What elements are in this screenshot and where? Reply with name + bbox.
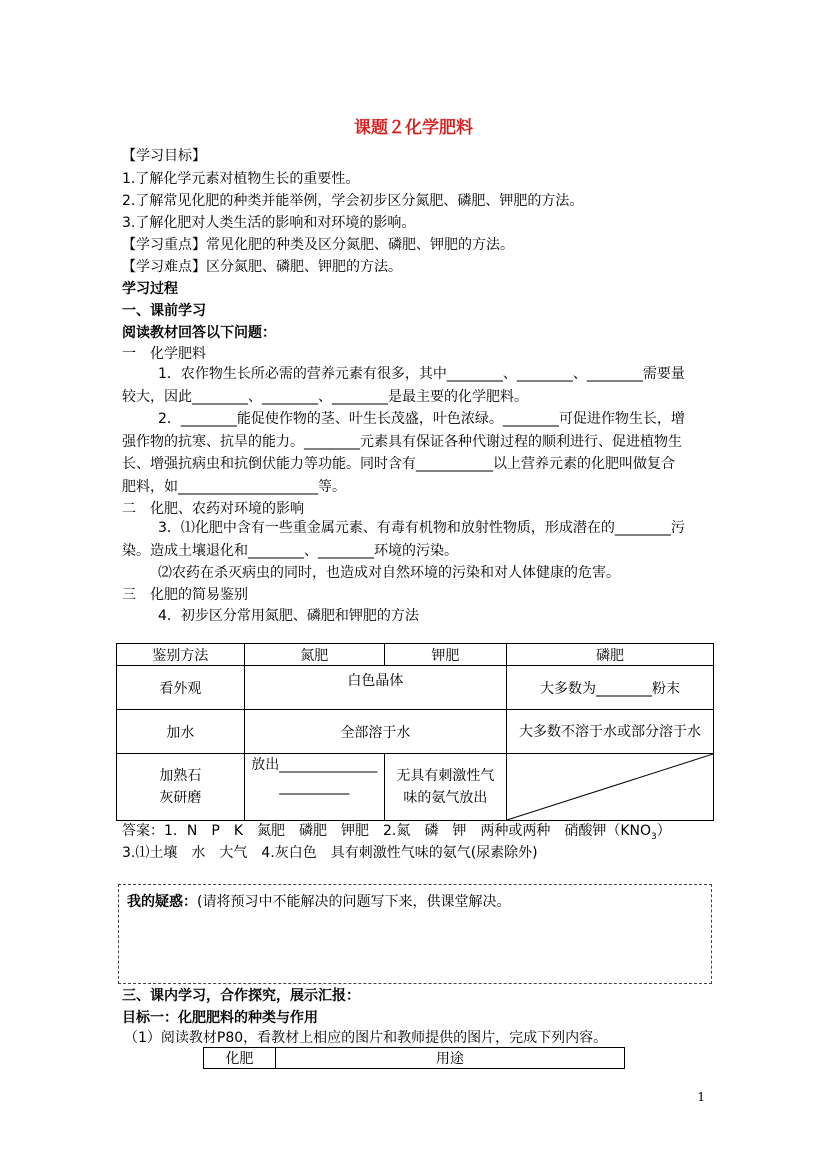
- header-fertilizer: 化肥: [204, 1048, 276, 1069]
- cell-p-lime-empty: [506, 754, 713, 821]
- objective-item-2: 2.了解常见化肥的种类并能举例，学会初步区分氮肥、磷肥、钾肥的方法。: [122, 193, 584, 209]
- objective-item-1: 1.了解化学元素对植物生长的重要性。: [122, 171, 360, 187]
- q2-line2: 强作物的抗寒、抗旱的能力。________元素具有保证各种代谢过程的顺利进行、促进植物生: [122, 434, 682, 450]
- header-potassium: 钾肥: [384, 644, 506, 666]
- table-row: [117, 754, 714, 821]
- doubt-box[interactable]: [118, 884, 712, 984]
- q3-line2: 染。造成土壤退化和________、________环境的污染。: [122, 543, 458, 559]
- goal1-heading: 目标一：化肥肥料的种类与作用: [122, 1010, 318, 1026]
- part2-heading: 二 化肥、农药对环境的影响: [122, 501, 304, 517]
- objective-item-3: 3.了解化肥对人类生活的影响和对环境的影响。: [122, 215, 416, 231]
- fertilizer-use-table: [203, 1047, 625, 1069]
- q3-line3: ⑵农药在杀灭病虫的同时，也造成对自然环境的污染和对人体健康的危害。: [158, 565, 620, 581]
- difficulty-text: 区分氮肥、磷肥、钾肥的方法。: [206, 259, 402, 275]
- identification-table: [116, 643, 714, 821]
- part3-heading: 三 化肥的简易鉴别: [122, 587, 248, 603]
- q3-line1: 3．⑴化肥中含有一些重金属元素、有毒有机物和放射性物质，形成潜在的________污: [158, 520, 685, 536]
- cell-k-lime: 无具有刺激性气味的氨气放出: [384, 754, 506, 821]
- cell-nk-appearance: 白色晶体: [244, 666, 506, 710]
- table-row: [117, 666, 714, 710]
- q2-line1: 2．________能促使作物的茎、叶生长茂盛，叶色浓绿。________可促进作物生长，增: [158, 411, 685, 427]
- goal1-text: （1）阅读教材P80，看教材上相应的图片和教师提供的图片，完成下列内容。: [124, 1030, 608, 1046]
- section1-heading: 一、课前学习: [122, 303, 206, 319]
- objectives-heading: 【学习目标】: [122, 148, 206, 164]
- q4-text: 4．初步区分常用氮肥、磷肥和钾肥的方法: [158, 608, 419, 624]
- header-nitrogen: 氮肥: [244, 644, 384, 666]
- key-points: [122, 235, 514, 255]
- table2-header-row: [204, 1048, 625, 1069]
- doubt-instructions: (请将预习中不能解决的问题写下来，供课堂解决。: [197, 894, 511, 910]
- table-row: [117, 710, 714, 754]
- header-phosphorus: 磷肥: [506, 644, 713, 666]
- answers-text1-end: ）: [656, 823, 671, 839]
- answers-line2: 3.⑴土壤 水 大气 4.灰白色 具有刺激性气味的氨气(尿素除外): [122, 845, 538, 861]
- answers-label: 答案：: [122, 823, 164, 839]
- read-prompt: 阅读教材回答以下问题：: [122, 325, 276, 341]
- answers-subscript: 3: [651, 831, 657, 842]
- process-heading: 学习过程: [122, 281, 178, 297]
- header-method: 鉴别方法: [117, 644, 245, 666]
- cell-n-lime: 放出________________________: [244, 754, 384, 821]
- doubt-text: [127, 891, 510, 911]
- q2-line3: 长、增强抗病虫和抗倒伏能力等功能。同时含有___________以上营养元素的化肥叫做复合: [122, 456, 675, 472]
- table-header-row: [117, 644, 714, 666]
- q1-line2: 较大，因此________、________、________是最主要的化学肥料。: [122, 389, 528, 405]
- key-points-text: 常见化肥的种类及区分氮肥、磷肥、钾肥的方法。: [206, 237, 514, 253]
- difficulty-points: [122, 257, 402, 277]
- section3-heading: 三、课内学习，合作探究，展示汇报：: [122, 988, 360, 1004]
- diagonal-line: [507, 754, 713, 820]
- doubt-label: 我的疑惑：: [127, 894, 197, 910]
- page-title: 课题２化学肥料: [354, 118, 473, 138]
- key-points-label: 【学习重点】: [122, 237, 206, 253]
- page-number: 1: [697, 1090, 705, 1104]
- cell-method-appearance: 看外观: [117, 666, 245, 710]
- difficulty-label: 【学习难点】: [122, 259, 206, 275]
- cell-p-appearance: 大多数为________粉末: [506, 666, 713, 710]
- q1-line1: 1．农作物生长所必需的营养元素有很多，其中________、________、________需要量: [158, 366, 685, 382]
- header-use: 用途: [275, 1048, 624, 1069]
- cell-method-lime: 加熟石灰研磨: [117, 754, 245, 821]
- q2-line4: 肥料，如____________________等。: [122, 479, 346, 495]
- cell-method-water: 加水: [117, 710, 245, 754]
- cell-nk-water: 全部溶于水: [244, 710, 506, 754]
- answers-text1: 1．N P K 氮肥 磷肥 钾肥 2.氮 磷 钾 两种或两种 硝酸钾（KNO: [164, 823, 652, 839]
- cell-p-water: 大多数不溶于水或部分溶于水: [506, 710, 713, 754]
- part1-heading: 一 化学肥料: [122, 346, 206, 362]
